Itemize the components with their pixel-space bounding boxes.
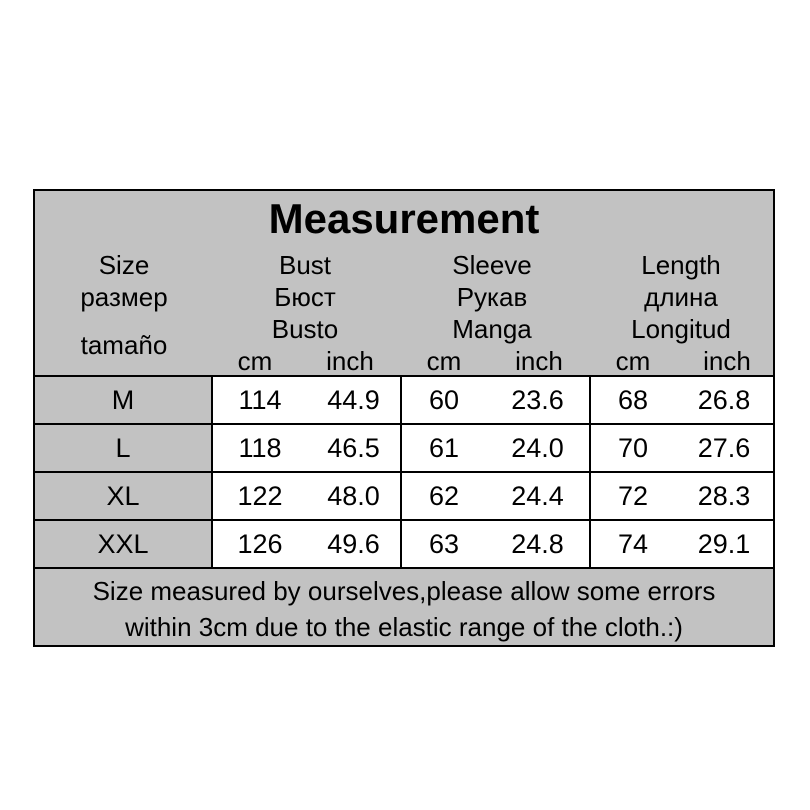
size-cell: L — [35, 425, 211, 471]
sleeve-block — [400, 377, 589, 423]
table-row — [35, 519, 773, 567]
bust-block — [211, 473, 400, 519]
sleeve-cm-cell: 61 — [428, 433, 460, 463]
length-cm-cell: 70 — [617, 433, 649, 463]
bust-block — [211, 377, 400, 423]
length-block — [589, 521, 773, 567]
sleeve-header-es: Manga — [452, 314, 532, 344]
length-block — [589, 425, 773, 471]
bust-header-ru: Бюст — [274, 282, 336, 312]
unit-length-inch: inch — [703, 346, 751, 376]
table-row — [35, 375, 773, 423]
bust-block — [211, 425, 400, 471]
disclaimer-note — [35, 567, 773, 645]
sleeve-header-en: Sleeve — [452, 250, 532, 280]
bust-header — [210, 249, 400, 345]
bust-header-en: Bust — [278, 250, 332, 280]
bust-inch-cell: 49.6 — [327, 529, 380, 559]
bust-block — [211, 521, 400, 567]
bust-cm-cell: 126 — [237, 529, 283, 559]
sleeve-block — [400, 473, 589, 519]
sleeve-cm-cell: 60 — [428, 385, 460, 415]
bust-header-es: Busto — [271, 314, 339, 344]
bust-inch-cell: 44.9 — [327, 385, 380, 415]
length-inch-cell: 29.1 — [697, 529, 751, 559]
measurement-table — [35, 375, 773, 567]
table-row — [35, 471, 773, 519]
length-inch-cell: 28.3 — [697, 481, 751, 511]
length-inch-cell: 26.8 — [697, 385, 751, 415]
unit-sleeve-cm: cm — [426, 346, 462, 376]
bust-inch-cell: 48.0 — [327, 481, 380, 511]
length-block — [589, 377, 773, 423]
bust-cm-cell: 122 — [237, 481, 283, 511]
sleeve-inch-cell: 24.4 — [511, 481, 564, 511]
size-header — [49, 249, 199, 361]
length-header-es: Longitud — [631, 314, 731, 344]
unit-sleeve-inch: inch — [515, 346, 563, 376]
size-chart — [33, 189, 775, 647]
note-line-2: within 3cm due to the elastic range of the cloth.:) — [125, 612, 683, 642]
size-header-en: Size — [98, 250, 150, 280]
sleeve-cm-cell: 62 — [428, 481, 460, 511]
unit-bust-inch: inch — [326, 346, 374, 376]
length-block — [589, 473, 773, 519]
size-header-ru: размер — [80, 282, 168, 312]
size-cell: M — [35, 377, 211, 423]
length-inch-cell: 27.6 — [697, 433, 751, 463]
sleeve-header — [397, 249, 587, 345]
length-cm-cell: 68 — [617, 385, 649, 415]
sleeve-header-ru: Рукав — [456, 282, 528, 312]
bust-cm-cell: 114 — [238, 385, 282, 415]
size-header-es: tamaño — [80, 330, 168, 360]
length-cm-cell: 72 — [617, 481, 649, 511]
table-row — [35, 423, 773, 471]
size-cell: XXL — [35, 521, 211, 567]
length-cm-cell: 74 — [617, 529, 649, 559]
sleeve-block — [400, 521, 589, 567]
bust-inch-cell: 46.5 — [327, 433, 380, 463]
sleeve-block — [400, 425, 589, 471]
length-header-en: Length — [641, 250, 721, 280]
bust-cm-cell: 118 — [238, 433, 282, 463]
sleeve-inch-cell: 23.6 — [511, 385, 564, 415]
length-header — [586, 249, 776, 345]
sleeve-inch-cell: 24.8 — [511, 529, 564, 559]
length-header-ru: длина — [644, 282, 718, 312]
note-line-1: Size measured by ourselves,please allow some errors — [92, 576, 716, 606]
unit-bust-cm: cm — [237, 346, 273, 376]
sleeve-cm-cell: 63 — [428, 529, 460, 559]
size-cell: XL — [35, 473, 211, 519]
unit-length-cm: cm — [615, 346, 651, 376]
sleeve-inch-cell: 24.0 — [511, 433, 564, 463]
chart-title: Measurement — [268, 195, 540, 242]
